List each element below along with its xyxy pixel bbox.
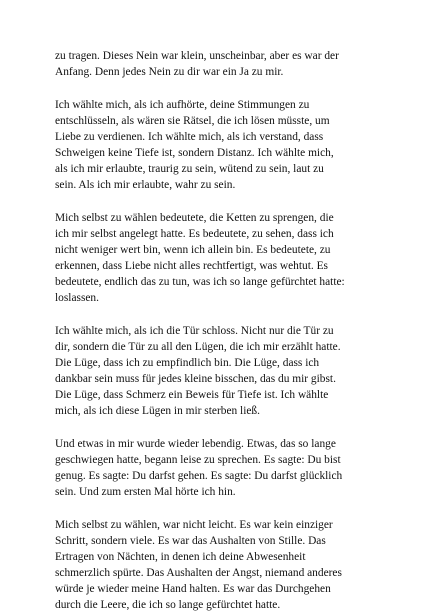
text-line: Ertragen von Nächten, in denen ich deine Abwesenheit	[55, 551, 306, 563]
text-line: bedeutete, endlich das zu tun, was ich so lange gefürchtet hatte:	[55, 276, 345, 288]
text-line: Mich selbst zu wählen, war nicht leicht. Es war kein einziger	[55, 519, 333, 531]
paragraph	[55, 97, 387, 193]
text-line: Und etwas in mir wurde wieder lebendig. Etwas, das so lange	[55, 438, 336, 450]
text-line: sein. Und zum ersten Mal hörte ich hin.	[55, 486, 236, 498]
text-line: loslassen.	[55, 292, 99, 304]
text-line: Ich wählte mich, als ich aufhörte, deine Stimmungen zu	[55, 99, 310, 111]
paragraph	[55, 517, 387, 613]
text-line: sein. Als ich mir erlaubte, wahr zu sein.	[55, 179, 236, 191]
text-line: zu tragen. Dieses Nein war klein, unscheinbar, aber es war der	[55, 50, 339, 62]
paragraph	[55, 210, 387, 306]
text-line: erkennen, dass Liebe nicht alles rechtfertigt, was wehtut. Es	[55, 260, 328, 272]
text-line: würde je wieder meine Hand halten. Es war das Durchgehen	[55, 583, 331, 595]
text-line: Anfang. Denn jedes Nein zu dir war ein Ja zu mir.	[55, 66, 284, 78]
text-line: schmerzlich spürte. Das Aushalten der Angst, niemand anderes	[55, 567, 342, 579]
paragraph	[55, 436, 387, 500]
text-line: Liebe zu verdienen. Ich wählte mich, als ich verstand, dass	[55, 131, 324, 143]
paragraph	[55, 48, 387, 80]
text-line: Die Lüge, dass ich zu empfindlich bin. Die Lüge, dass ich	[55, 357, 320, 369]
text-line: Ich wählte mich, als ich die Tür schloss. Nicht nur die Tür zu	[55, 325, 334, 337]
text-line: Schweigen keine Tiefe ist, sondern Distanz. Ich wählte mich,	[55, 147, 334, 159]
text-line: als ich mir erlaubte, traurig zu sein, wütend zu sein, laut zu	[55, 163, 324, 175]
text-line: genug. Es sagte: Du darfst gehen. Es sagte: Du darfst glücklich	[55, 470, 343, 482]
text-line: Schritt, sondern viele. Es war das Aushalten von Stille. Das	[55, 535, 326, 547]
text-line: dir, sondern die Tür zu all den Lügen, die ich mir erzählt hatte.	[55, 341, 341, 353]
text-line: entschlüsseln, als wären sie Rätsel, die ich lösen müsste, um	[55, 115, 330, 127]
text-line: Die Lüge, dass Schmerz ein Beweis für Tiefe ist. Ich wählte	[55, 389, 329, 401]
body-text	[55, 48, 387, 613]
text-line: dankbar sein muss für jedes kleine bisschen, das du mir gibst.	[55, 373, 336, 385]
text-line: mich, als ich diese Lügen in mir sterben ließ.	[55, 405, 260, 417]
text-line: nicht weniger wert bin, wenn ich allein bin. Es bedeutete, zu	[55, 244, 331, 256]
text-line: durch die Leere, die ich so lange gefürchtet hatte.	[55, 599, 281, 611]
paragraph	[55, 323, 387, 419]
text-line: geschwiegen hatte, begann leise zu sprechen. Es sagte: Du bist	[55, 454, 341, 466]
text-line: Mich selbst zu wählen bedeutete, die Ketten zu sprengen, die	[55, 212, 334, 224]
text-line: ich mir selbst angelegt hatte. Es bedeutete, zu sehen, dass ich	[55, 228, 334, 240]
